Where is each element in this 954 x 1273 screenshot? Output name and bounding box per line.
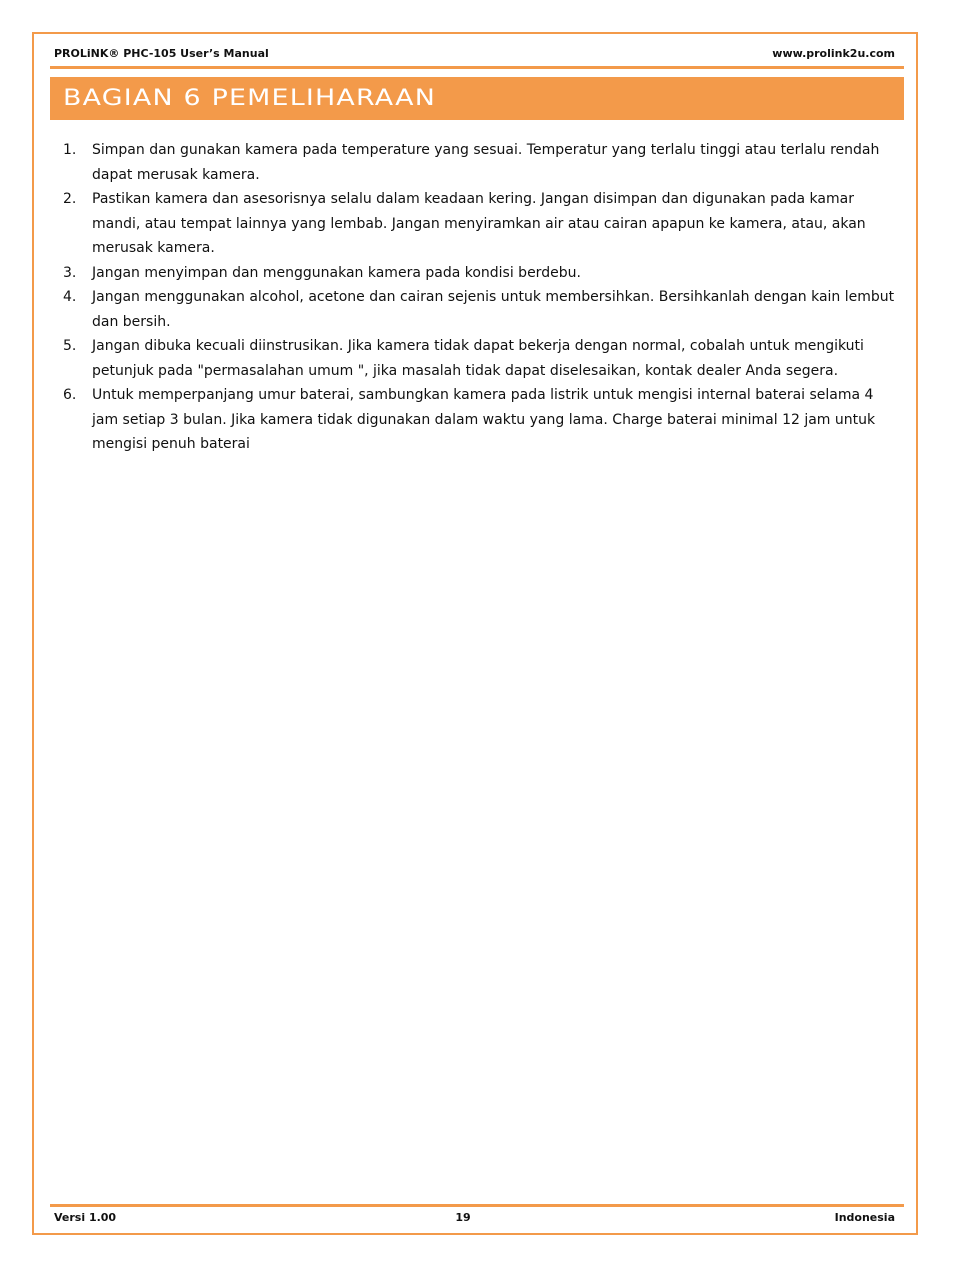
page-number: 19 — [455, 1211, 471, 1224]
list-item-text: Simpan dan gunakan kamera pada temperature yang sesuai. Temperatur yang terlalu tinggi atau terlalu rendah dapat merusak kamera. — [92, 142, 880, 183]
list-item — [56, 383, 898, 457]
list-item-number: 4. — [63, 289, 77, 305]
list-item-text: Untuk memperpanjang umur baterai, sambungkan kamera pada listrik untuk mengisi internal baterai selama 4 jam setiap 3 bulan. Jika kamera tidak digunakan dalam waktu yang lama. Charge baterai minimal 12 jam untuk mengisi penuh baterai — [92, 387, 876, 452]
list-item-number: 3. — [63, 264, 77, 281]
header-divider — [50, 66, 904, 69]
footer-divider — [50, 1204, 904, 1207]
maintenance-list — [56, 138, 898, 457]
list-item-text: Jangan dibuka kecuali diinstrusikan. Jika kamera tidak dapat bekerja dengan normal, cobalah untuk mengikuti petunjuk pada "permasalahan umum ", jika masalah tidak dapat diselesaikan, kontak dealer Anda segera. — [92, 338, 864, 379]
list-item-number: 2. — [63, 191, 77, 207]
list-item-text: Jangan menggunakan alcohol, acetone dan cairan sejenis untuk membersihkan. Bersihkanlah dengan kain lembut dan bersih. — [92, 289, 895, 330]
list-item-number: 1. — [63, 142, 77, 158]
list-item-number: 5. — [63, 338, 77, 354]
list-item — [56, 334, 898, 383]
manual-title: PROLiNK® PHC-105 User’s Manual — [54, 47, 269, 60]
website-url: www.prolink2u.com — [772, 47, 895, 60]
section-title: BAGIAN 6 PEMELIHARAAN — [63, 86, 436, 111]
list-item-text: Pastikan kamera dan asesorisnya selalu dalam keadaan kering. Jangan disimpan dan digunakan pada kamar mandi, atau tempat lainnya yang lembab. Jangan menyiramkan air atau cairan apapun ke kamera, atau, akan merusak kamera. — [92, 191, 866, 256]
language-label: Indonesia — [834, 1211, 895, 1224]
list-item-text: Jangan menyimpan dan menggunakan kamera pada kondisi berdebu. — [92, 264, 581, 281]
list-item — [56, 285, 898, 334]
section-banner — [50, 77, 904, 120]
version-label: Versi 1.00 — [54, 1211, 117, 1224]
list-item — [56, 261, 898, 286]
list-item — [56, 187, 898, 261]
list-item-number: 6. — [63, 387, 77, 403]
list-item — [56, 138, 898, 187]
